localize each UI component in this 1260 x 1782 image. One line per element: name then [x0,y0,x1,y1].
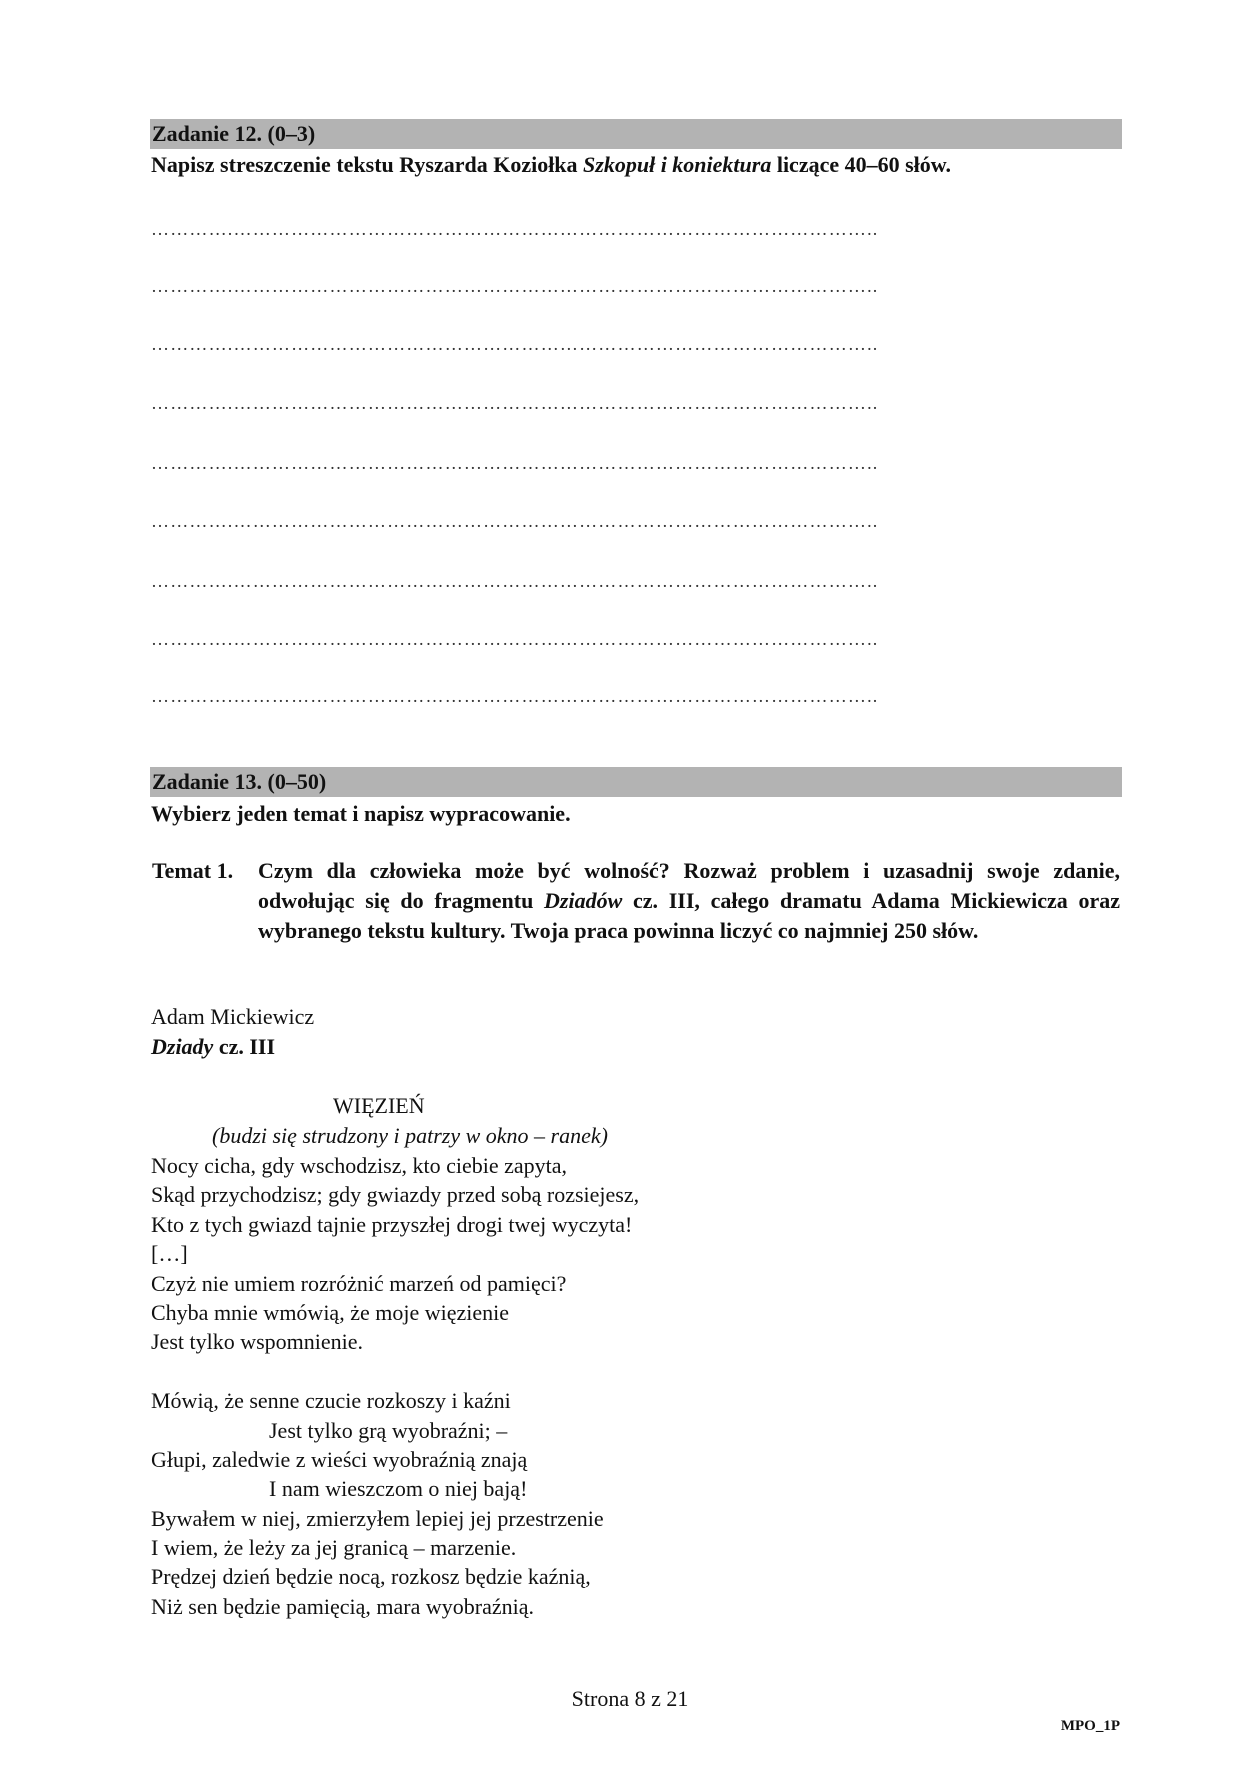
answer-line[interactable]: ………….……………………………………………………………………………………….. [151,453,879,473]
poem-line: Czyż nie umiem rozróżnić marzeń od pamięci? [151,1270,567,1296]
poem-line: Niż sen będzie pamięcią, mara wyobraźnią. [151,1593,534,1619]
poem-line: Chyba mnie wmówią, że moje więzienie [151,1299,509,1325]
poem-line: I wiem, że leży za jej granicą – marzenie. [151,1535,517,1561]
instruction-text: liczące 40–60 słów. [771,152,951,177]
task12-header: Zadanie 12. (0–3) [150,119,1122,149]
task13-header: Zadanie 13. (0–50) [150,767,1122,797]
answer-line[interactable]: ………….……………………………………………………………………………………….. [151,511,879,531]
topic-text [258,856,1120,945]
poem-fragment [151,1151,639,1621]
poem-line: Mówią, że senne czucie rozkoszy i kaźni [151,1388,511,1414]
work-title-italic: Dziady [151,1034,214,1059]
poem-line: Jest tylko wspomnienie. [151,1329,364,1355]
task12-instruction [151,150,951,180]
answer-line[interactable]: ………….……………………………………………………………………………………….. [151,393,879,413]
work-title [151,1032,275,1062]
topic-text-part: Czym dla człowieka może być wolność? Rozważ problem i uzasadnij swoje zdanie, odwołując się do fragmentu [258,858,1120,913]
poem-line: Prędzej dzień będzie nocą, rozkosz będzie kaźnią, [151,1564,591,1590]
poem-line: […] [151,1241,188,1267]
poem-line: Nocy cicha, gdy wschodzisz, kto ciebie zapyta, [151,1153,568,1178]
answer-line[interactable]: ………….……………………………………………………………………………………….. [151,276,879,296]
poem-line: Skąd przychodzisz; gdy gwiazdy przed sobą rozsiejesz, [151,1182,640,1208]
author: Adam Mickiewicz [151,1004,315,1029]
answer-line[interactable]: ………….……………………………………………………………………………………….. [151,334,879,354]
topic-label: Temat 1. [152,858,234,883]
page-number: Strona 8 z 21 [571,1686,689,1711]
poem-line: Kto z tych gwiazd tajnie przyszłej drogi twej wyczyta! [151,1211,633,1237]
exam-code: MPO_1P [1060,1718,1120,1734]
poem-line: Jest tylko grą wyobraźni; – [269,1417,508,1443]
answer-line[interactable]: ………….……………………………………………………………………………………….. [151,571,879,591]
answer-line[interactable]: ………….……………………………………………………………………………………….. [151,629,879,649]
answer-line[interactable]: ………….……………………………………………………………………………………….. [151,219,879,239]
poem-line: I nam wieszczom o niej bają! [269,1476,528,1502]
task13-instruction: Wybierz jeden temat i napisz wypracowanie. [151,801,571,826]
work-part: cz. III [213,1034,276,1059]
poem-line: Bywałem w niej, zmierzyłem lepiej jej przestrzenie [151,1505,604,1531]
topic-work-title: Dziadów [544,887,623,913]
topic-1 [152,856,1120,945]
poem-line [151,1357,639,1386]
stage-direction: (budzi się strudzony i patrzy w okno – ranek) [212,1123,608,1148]
answer-line[interactable]: ………….……………………………………………………………………………………….. [151,686,879,706]
topic-text-part: cz. III, całego dramatu Adama Mickiewicza oraz wybranego tekstu kultury. Twoja praca powinna liczyć co najmniej 250 słów. [258,887,1120,943]
poem-line: Głupi, zaledwie z wieści wyobraźnią znają [151,1446,528,1472]
speaker: WIĘZIEŃ [333,1093,425,1118]
text-title: Szkopuł i koniektura [583,152,772,177]
instruction-text: Napisz streszczenie tekstu Ryszarda Koziołka [151,152,584,177]
